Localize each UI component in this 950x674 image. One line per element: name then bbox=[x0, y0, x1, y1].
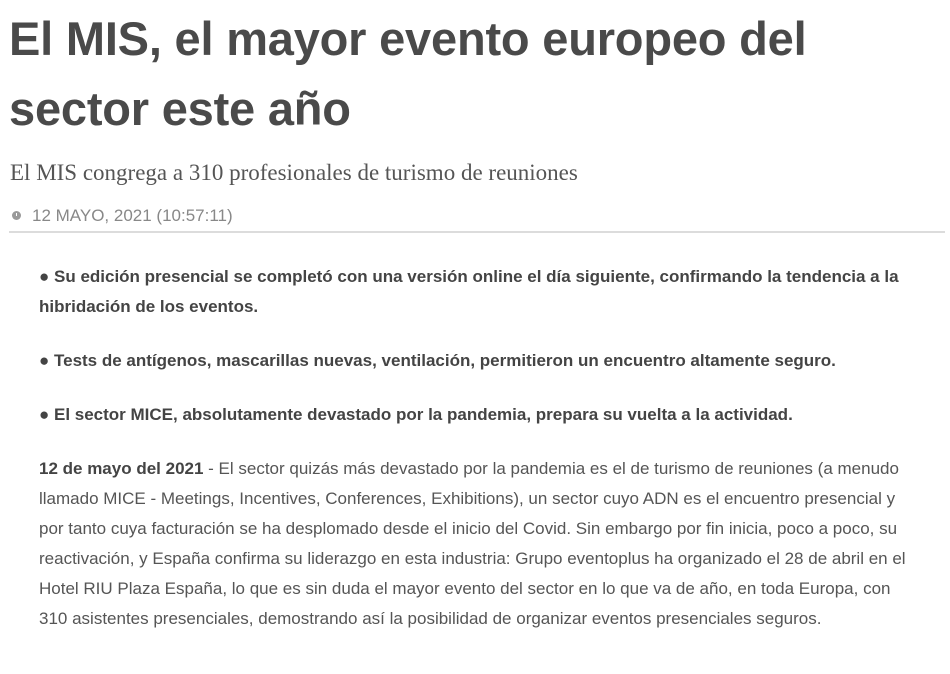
highlights-list bbox=[39, 262, 919, 454]
article-body bbox=[39, 454, 921, 634]
header-divider bbox=[9, 231, 945, 233]
article-dateline bbox=[12, 205, 233, 227]
highlight-item: ● Tests de antígenos, mascarillas nuevas, ventilación, permitieron un encuentro altamente seguro. bbox=[39, 351, 836, 370]
body-text: - El sector quizás más devastado por la pandemia es el de turismo de reuniones (a menudo llamado MICE - Meetings, Incentives, Conferences, Exhibitions), un sector cuyo ADN es el encuentro presencial y por tanto cuya facturación se ha desplomado desde el inicio del Covid. Sin embargo por fin inicia, poco a poco, su reactivación, y España confirma su liderazgo en esta industria: Grupo eventoplus ha organizado el 28 de abril en el Hotel RIU Plaza España, lo que es sin duda el mayor evento del sector en lo que va de año, en toda Europa, con 310 asistentes presenciales, demostrando así la posibilidad de organizar eventos presenciales seguros. bbox=[39, 459, 906, 628]
article-subtitle: El MIS congrega a 310 profesionales de turismo de reuniones bbox=[10, 160, 578, 185]
article-date: 12 MAYO, 2021 (10:57:11) bbox=[32, 206, 233, 225]
highlight-item: ● El sector MICE, absolutamente devastado por la pandemia, prepara su vuelta a la actividad. bbox=[39, 405, 793, 424]
body-lead: 12 de mayo del 2021 bbox=[39, 459, 204, 478]
clock-icon bbox=[12, 211, 21, 220]
article-title: El MIS, el mayor evento europeo del sector este año bbox=[9, 12, 807, 135]
highlight-item: ● Su edición presencial se completó con una versión online el día siguiente, confirmando la tendencia a la hibridación de los eventos. bbox=[39, 267, 899, 316]
